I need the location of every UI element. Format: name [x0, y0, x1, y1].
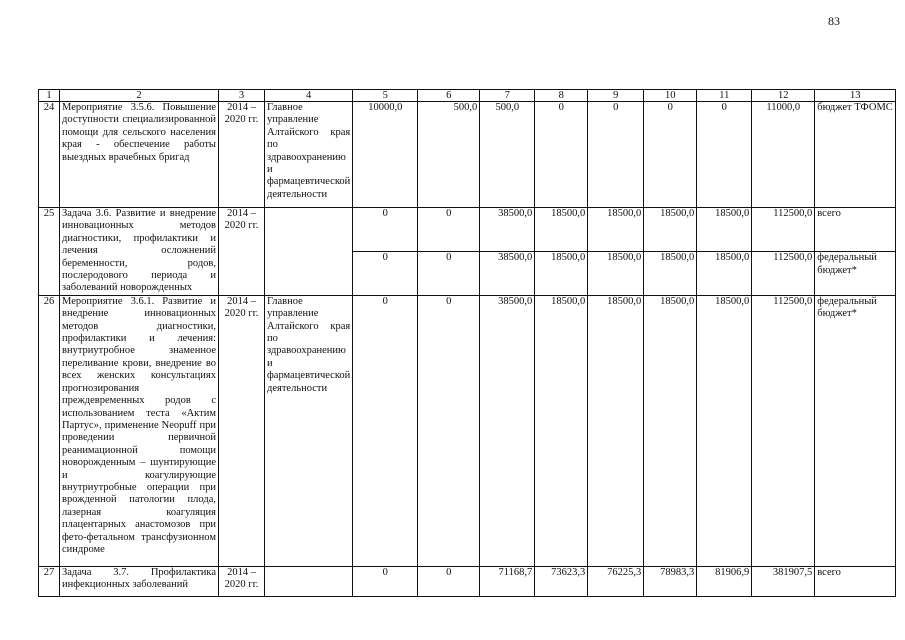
row-number: 26: [39, 295, 60, 566]
executor: Главное управление Алтайского края по здравоохранению и фармацевтической деятельности: [265, 295, 353, 566]
value-col-12: 11000,0: [752, 102, 815, 208]
value-col-10: 18500,0: [644, 208, 697, 252]
value-col-10: 78983,3: [644, 566, 697, 596]
row-number: 25: [39, 208, 60, 296]
period: 2014 – 2020 гг.: [219, 295, 265, 566]
value-col-11: 18500,0: [697, 208, 752, 252]
value-col-8: 18500,0: [535, 252, 588, 295]
funding-source: всего: [815, 208, 896, 252]
value-col-5: 0: [353, 208, 418, 252]
value-col-5: 0: [353, 295, 418, 566]
value-col-12: 112500,0: [752, 208, 815, 252]
column-header: 10: [644, 90, 697, 102]
column-header: 6: [418, 90, 480, 102]
value-col-10: 0: [644, 102, 697, 208]
period: 2014 – 2020 гг.: [219, 208, 265, 296]
value-col-7: 38500,0: [480, 295, 535, 566]
column-header: 2: [60, 90, 219, 102]
page-number: 83: [828, 14, 840, 28]
period: 2014 – 2020 гг.: [219, 566, 265, 596]
table-row: [39, 295, 896, 566]
value-col-5: 10000,0: [353, 102, 418, 208]
value-col-11: 81906,9: [697, 566, 752, 596]
task-name: Задача 3.6. Развитие и внедрение инновационных методов диагностики, профилактики и лечения осложнений беременности, родов, послеродового периода и заболеваний новорожденных: [60, 208, 219, 296]
table-row: [39, 566, 896, 596]
value-col-8: 0: [535, 102, 588, 208]
value-col-5: 0: [353, 252, 418, 295]
executor: Главное управление Алтайского края по здравоохранению и фармацевтической деятельности: [265, 102, 353, 208]
value-col-7: 500,0: [480, 102, 535, 208]
value-col-9: 76225,3: [588, 566, 644, 596]
executor-empty: [265, 566, 353, 596]
column-header: 4: [265, 90, 353, 102]
value-col-12: 112500,0: [752, 252, 815, 295]
value-col-8: 18500,0: [535, 295, 588, 566]
table-row: [39, 208, 896, 252]
funding-source: федеральный бюджет*: [815, 252, 896, 295]
value-col-6: 0: [418, 295, 480, 566]
value-col-12: 112500,0: [752, 295, 815, 566]
period: 2014 – 2020 гг.: [219, 102, 265, 208]
value-col-5: 0: [353, 566, 418, 596]
activity-name: Мероприятие 3.6.1. Развитие и внедрение инновационных методов диагностики, профилактики и лечения: внутриутробное знаменное переливание крови, внедрение во всех женских консультациях прогнозирования преждевременных родов с использованием теста «Актим Партус», применение Neopuff при проведении первичной реанимационной помощи новорожденным – шунтирующие и коагулирующие внутриутробные операции при врожденной патологии плода, лазерная коагуляция плацентарных анастомозов при фето-фетальном трансфузионном синдроме: [60, 295, 219, 566]
column-header: 5: [353, 90, 418, 102]
value-col-7: 71168,7: [480, 566, 535, 596]
activity-name: Мероприятие 3.5.6. Повышение доступности специализированной помощи для сельского населения края - обеспечение работы выездных врачебных бригад: [60, 102, 219, 208]
value-col-7: 38500,0: [480, 252, 535, 295]
column-header: 13: [815, 90, 896, 102]
value-col-9: 18500,0: [588, 295, 644, 566]
task-name: Задача 3.7. Профилактика инфекционных заболеваний: [60, 566, 219, 596]
value-col-6: 0: [418, 252, 480, 295]
funding-source: всего: [815, 566, 896, 596]
value-col-9: 0: [588, 102, 644, 208]
value-col-12: 381907,5: [752, 566, 815, 596]
column-header: 12: [752, 90, 815, 102]
funding-source: федеральный бюджет*: [815, 295, 896, 566]
value-col-6: 0: [418, 566, 480, 596]
column-header: 11: [697, 90, 752, 102]
column-header: 3: [219, 90, 265, 102]
row-number: 24: [39, 102, 60, 208]
value-col-9: 18500,0: [588, 208, 644, 252]
value-col-7: 38500,0: [480, 208, 535, 252]
column-header: 1: [39, 90, 60, 102]
value-col-8: 73623,3: [535, 566, 588, 596]
value-col-8: 18500,0: [535, 208, 588, 252]
table-row: [39, 102, 896, 208]
value-col-6: 500,0: [418, 102, 480, 208]
value-col-6: 0: [418, 208, 480, 252]
column-header: 9: [588, 90, 644, 102]
value-col-10: 18500,0: [644, 295, 697, 566]
value-col-11: 18500,0: [697, 295, 752, 566]
value-col-10: 18500,0: [644, 252, 697, 295]
executor-empty: [265, 208, 353, 296]
value-col-9: 18500,0: [588, 252, 644, 295]
column-number-row: [39, 90, 896, 102]
value-col-11: 18500,0: [697, 252, 752, 295]
budget-table: [38, 89, 896, 597]
row-number: 27: [39, 566, 60, 596]
value-col-11: 0: [697, 102, 752, 208]
funding-source: бюджет ТФОМС: [815, 102, 896, 208]
column-header: 7: [480, 90, 535, 102]
column-header: 8: [535, 90, 588, 102]
